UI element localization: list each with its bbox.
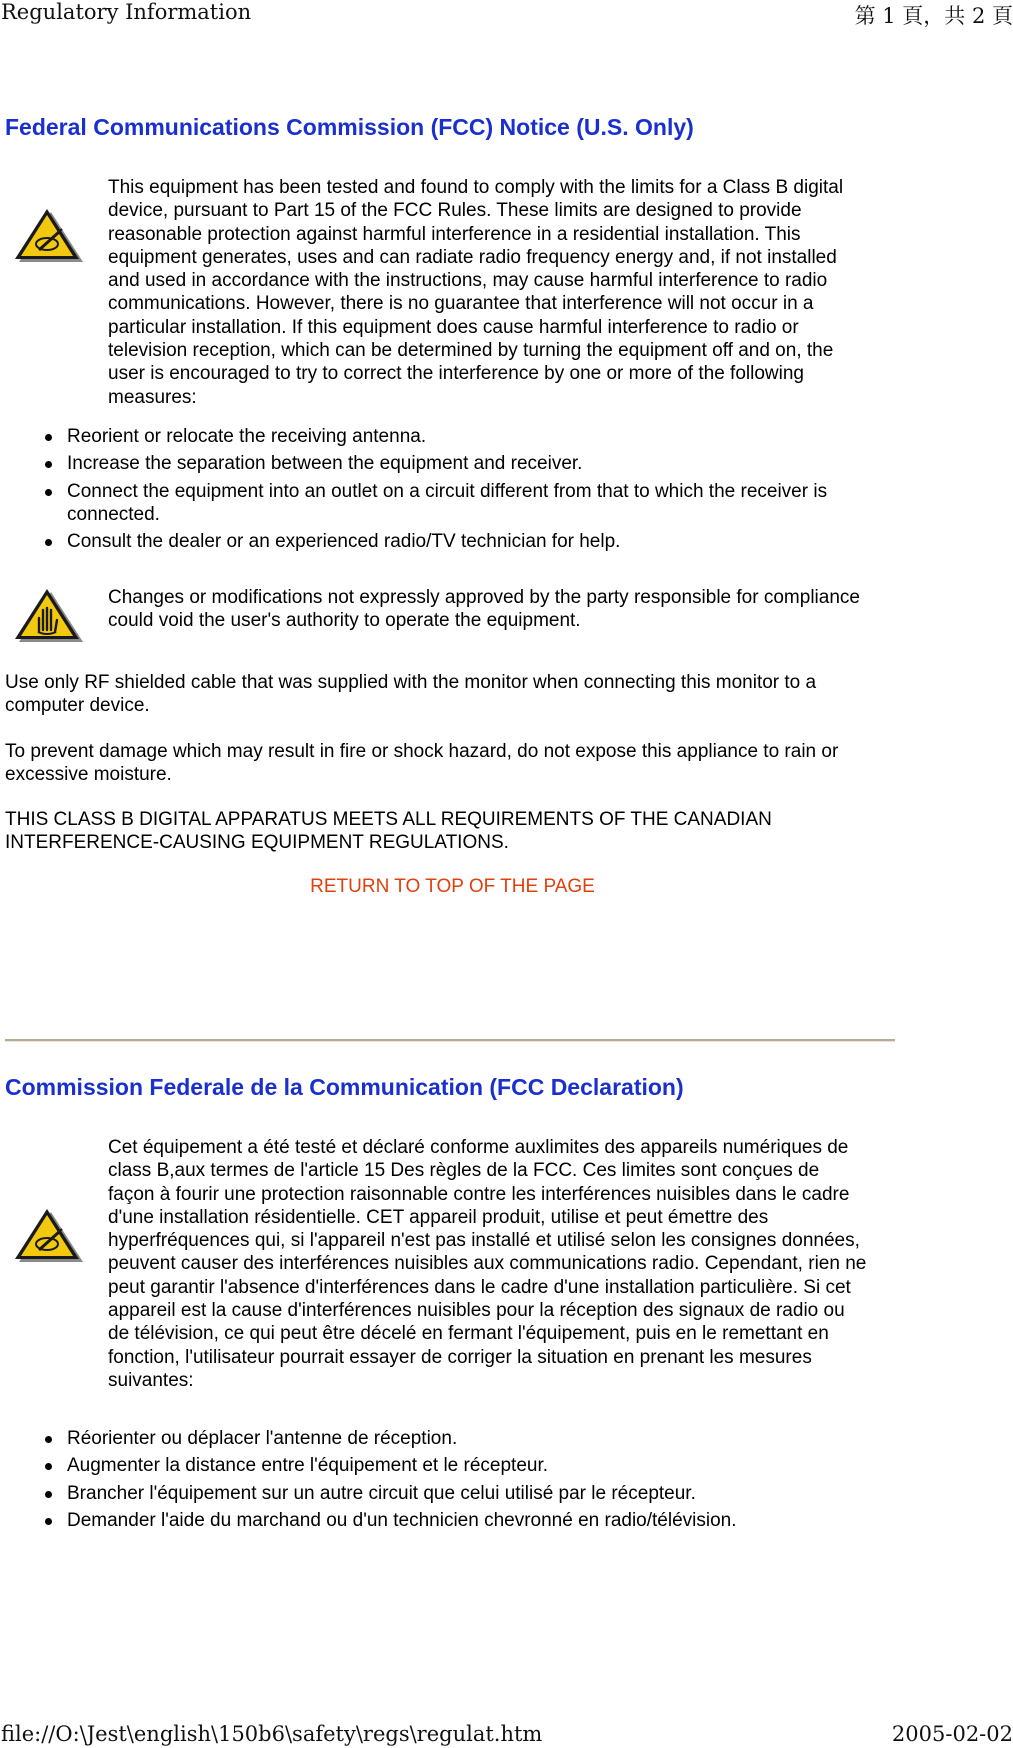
- section-divider: [5, 1039, 895, 1042]
- return-to-top-link[interactable]: RETURN TO TOP OF THE PAGE: [310, 876, 595, 897]
- list-item: Réorienter ou déplacer l'antenne de réception.: [5, 1427, 900, 1450]
- fcc-fr-notice-text: Cet équipement a été testé et déclaré conforme auxlimites des appareils numériques de class B,aux termes de l'article 15 Des règles de la FCC. Ces limites sont conçues de façon à fourir une protection raisonnable contre les interférences nuisibles dans le cadre d'une installation résidentielle. CET appareil produit, utilise et peut émettre des hyperfréquences qui, si l'appareil n'est pas installé et utilisé selon les consignes données, peuvent causer des interférences nuisibles aux communications radio. Cependant, rien ne peut garantir l'absence d'interférences dans le cadre d'une installation particulière. Si cet appareil est la cause d'interférences nuisibles pour la réception des signaux de radio ou de télévision, ce qui peut être décelé en fermant l'équipement, puis en le remettant en fonction, l'utilisateur pourrait essayer de corriger la situation en prenant les mesures suivantes:: [108, 1137, 867, 1391]
- print-footer: [0, 1722, 1013, 1746]
- list-item: Brancher l'équipement sur un autre circuit que celui utilisé par le récepteur.: [5, 1482, 900, 1505]
- print-header-title: Regulatory Information: [1, 0, 252, 24]
- fcc-caution-text: Changes or modifications not expressly approved by the party responsible for compliance could void the user's authority to operate the equipment.: [108, 587, 860, 632]
- list-item: Augmenter la distance entre l'équipement et le récepteur.: [5, 1454, 900, 1477]
- print-header-page-info: 第 1 頁，共 2 頁: [854, 4, 1013, 28]
- list-item: Increase the separation between the equipment and receiver.: [5, 452, 900, 475]
- list-item: Connect the equipment into an outlet on a circuit different from that to which the receiver is connected.: [5, 480, 900, 527]
- print-footer-date: 2005-02-02: [891, 1722, 1013, 1746]
- print-header: [0, 0, 1013, 28]
- fcc-fr-heading: Commission Federale de la Communication (FCC Declaration): [5, 1074, 684, 1100]
- list-item: Demander l'aide du marchand ou d'un technicien chevronné en radio/télévision.: [5, 1509, 900, 1532]
- hand-stop-warning-icon: [13, 586, 85, 646]
- print-footer-path: file://O:\Jest\english\150b6\safety\regs\regulat.htm: [1, 1722, 543, 1746]
- fcc-moisture-text: To prevent damage which may result in fire or shock hazard, do not expose this appliance to rain or excessive moisture.: [5, 741, 839, 786]
- list-item: Reorient or relocate the receiving antenna.: [5, 425, 900, 448]
- fcc-measures-list: [5, 425, 900, 557]
- list-item: Consult the dealer or an experienced radio/TV technician for help.: [5, 530, 900, 553]
- fcc-fr-measures-list: [5, 1427, 900, 1536]
- note-pen-warning-icon: [13, 1206, 85, 1266]
- fcc-cable-text: Use only RF shielded cable that was supplied with the monitor when connecting this monitor to a computer device.: [5, 672, 817, 717]
- fcc-heading: Federal Communications Commission (FCC) Notice (U.S. Only): [5, 114, 694, 140]
- fcc-notice-text: This equipment has been tested and found to comply with the limits for a Class B digital device, pursuant to Part 15 of the FCC Rules. These limits are designed to provide reasonable protection against harmful interference in a residential installation. This equipment generates, uses and can radiate radio frequency energy and, if not installed and used in accordance with the instructions, may cause harmful interference to radio communications. However, there is no guarantee that interference will not occur in a particular installation. If this equipment does cause harmful interference to radio or television reception, which can be determined by turning the equipment off and on, the user is encouraged to try to correct the interference by one or more of the following measures:: [108, 177, 844, 408]
- note-pen-warning-icon: [13, 206, 85, 266]
- fcc-canada-text: THIS CLASS B DIGITAL APPARATUS MEETS ALL REQUIREMENTS OF THE CANADIAN INTERFERENCE-CAUSING EQUIPMENT REGULATIONS.: [5, 809, 772, 854]
